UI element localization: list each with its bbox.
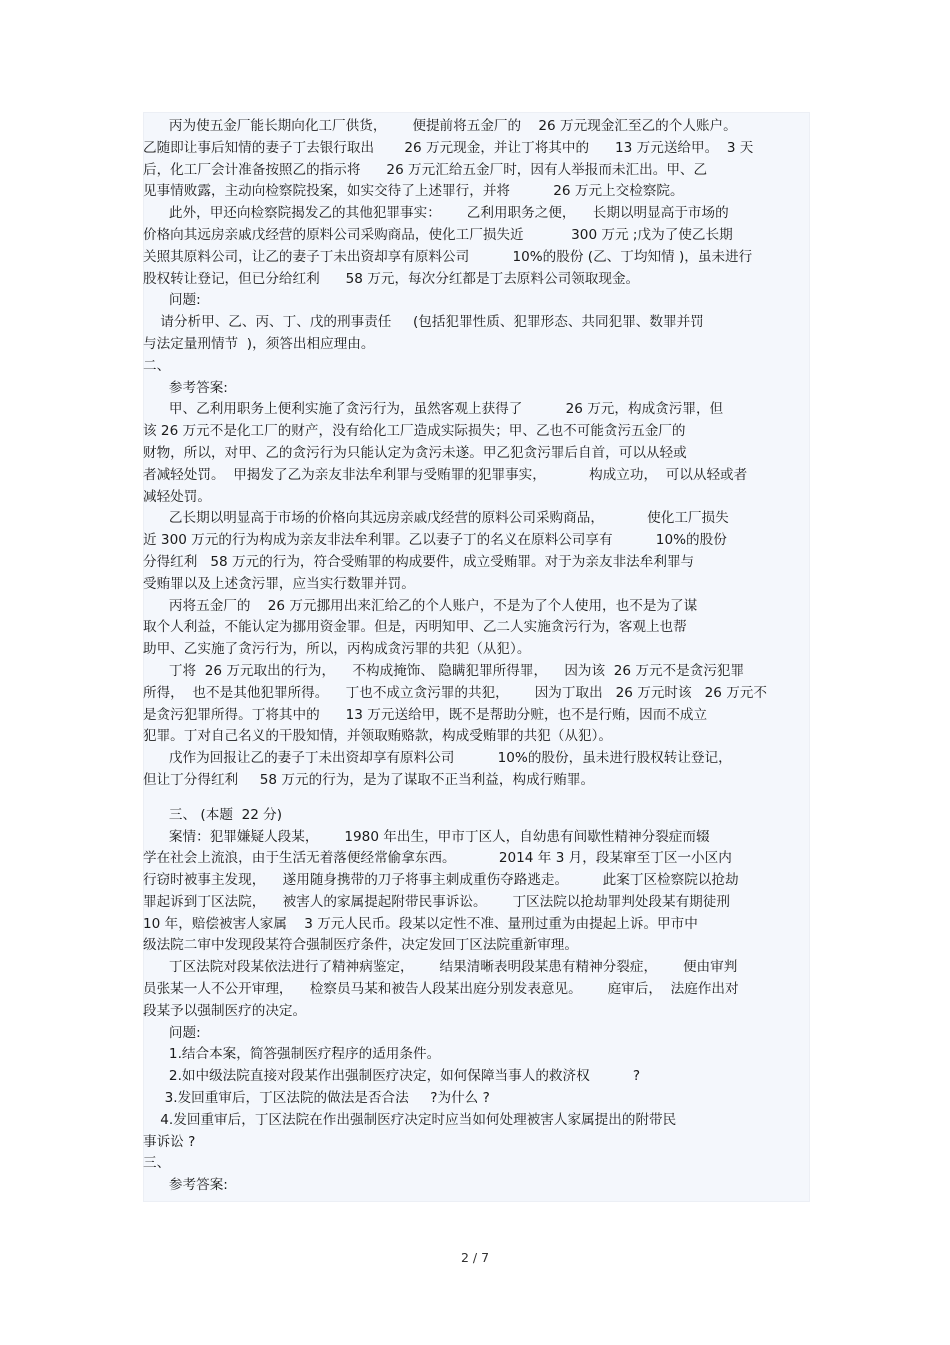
text-line: 4.发回重审后，丁区法院在作出强制医疗决定时应当如何处理被害人家属提出的附带民 [143,1111,677,1128]
text-line [143,792,815,805]
text-line: 罪起诉到丁区法院， 被害人的家属提起附带民事诉讼。 丁区法院以抢劫罪判处段某有期徒刑 [143,893,730,910]
text-line: 3.发回重审后，丁区法院的做法是否合法 ?为什么 ? [143,1090,490,1107]
text-line: 价格向其远房亲戚戊经营的原料公司采购商品，使化工厂损失近 300 万元 ;戊为了使乙长期 [143,226,733,243]
text-line: 1.结合本案，简答强制医疗程序的适用条件。 [143,1046,441,1063]
text-line: 丙将五金厂的 26 万元挪用出来汇给乙的个人账户，不是为了个人使用，也不是为了谋 [143,597,698,614]
document-body [143,116,815,1197]
text-line: 参考答案: [143,1177,228,1194]
text-line: 取个人利益，不能认定为挪用资金罪。但是，丙明知甲、乙二人实施贪污行为，客观上也帮 [143,619,687,636]
text-line: 受贿罪以及上述贪污罪，应当实行数罪并罚。 [143,575,415,592]
text-line: 助甲、乙实施了贪污行为，所以，丙构成贪污罪的共犯（从犯）。 [143,641,531,658]
text-line: 参考答案: [143,379,228,396]
text-line: 见事情败露，主动向检察院投案，如实交待了上述罪行，并将 26 万元上交检察院。 [143,183,684,200]
text-line: 三、 (本题 22 分) [143,806,283,823]
text-line: 行窃时被事主发现， 遂用随身携带的刀子将事主刺成重伤夺路逃走。 此案丁区检察院以抢劫 [143,872,739,889]
text-line: 戊作为回报让乙的妻子丁未出资却享有原料公司 10%的股份，虽未进行股权转让登记， [143,750,732,767]
text-line: 2.如中级法院直接对段某作出强制医疗决定，如何保障当事人的救济权 ? [143,1068,641,1085]
text-line: 乙长期以明显高于市场的价格向其远房亲戚戊经营的原料公司采购商品， 使化工厂损失 [143,510,729,527]
text-line: 近 300 万元的行为构成为亲友非法牟利罪。乙以妻子丁的名义在原料公司享有 10%的股份 [143,532,727,549]
text-line: 是贪污犯罪所得。丁将其中的 13 万元送给甲，既不是帮助分赃，也不是行贿，因而不成立 [143,706,708,723]
text-line: 但让丁分得红利 58 万元的行为，是为了谋取不正当利益，构成行贿罪。 [143,771,595,788]
text-line: 级法院二审中发现段某符合强制医疗条件，决定发回丁区法院重新审理。 [143,937,578,954]
text-line: 股权转让登记，但已分给红利 58 万元，每次分红都是丁去原料公司领取现金。 [143,270,640,287]
text-line: 者减轻处罚。 甲揭发了乙为亲友非法牟利罪与受贿罪的犯罪事实， 构成立功， 可以从轻或者 [143,466,748,483]
text-line: 请分析甲、乙、丙、丁、戊的刑事责任 (包括犯罪性质、犯罪形态、共同犯罪、数罪并罚 [143,314,704,331]
text-line: 与法定量刑情节 )，须答出相应理由。 [143,335,375,352]
text-line: 丙为使五金厂能长期向化工厂供货， 便提前将五金厂的 26 万元现金汇至乙的个人账户。 [143,118,737,134]
text-line: 所得， 也不是其他犯罪所得。 丁也不成立贪污罪的共犯， 因为丁取出 26 万元时该 26 万元不 [143,684,767,701]
text-line: 三、 [143,1155,171,1172]
text-line: 后，化工厂会计准备按照乙的指示将 26 万元汇给五金厂时，因有人举报而未汇出。甲、乙 [143,161,708,178]
text-line: 此外，甲还向检察院揭发乙的其他犯罪事实： 乙利用职务之便， 长期以明显高于市场的 [143,205,729,222]
text-line: 该 26 万元不是化工厂的财产，没有给化工厂造成实际损失；甲、乙也不可能贪污五金厂的 [143,423,686,440]
text-line: 丁将 26 万元取出的行为， 不构成掩饰、 隐瞒犯罪所得罪， 因为该 26 万元不是贪污犯罪 [143,662,745,679]
text-line: 丁区法院对段某依法进行了精神病鉴定， 结果清晰表明段某患有精神分裂症， 便由审判 [143,959,738,976]
text-line: 乙随即让事后知情的妻子丁去银行取出 26 万元现金，并让丁将其中的 13 万元送给甲。 3 天 [143,139,754,156]
text-line: 甲、乙利用职务上便利实施了贪污行为，虽然客观上获得了 26 万元，构成贪污罪，但 [143,401,724,418]
text-line: 犯罪。丁对自己名义的干股知情，并领取贿赂款，构成受贿罪的共犯（从犯）。 [143,728,612,745]
text-line: 案情：犯罪嫌疑人段某， 1980 年出生，甲市丁区人，自幼患有间歇性精神分裂症而辍 [143,828,710,845]
text-line: 10 年，赔偿被害人家属 3 万元人民币。段某以定性不准、量刑过重为由提起上诉。甲市中 [143,915,698,932]
text-line: 二、 [143,357,171,374]
text-line: 关照其原料公司，让乙的妻子丁未出资却享有原料公司 10%的股份 (乙、丁均知情 )，虽未进行 [143,248,753,265]
text-line: 段某予以强制医疗的决定。 [143,1002,307,1019]
text-line: 员张某一人不公开审理， 检察员马某和被告人段某出庭分别发表意见。 庭审后， 法庭作出对 [143,981,739,998]
text-line: 问题: [143,1024,201,1041]
text-line: 财物，所以，对甲、乙的贪污行为只能认定为贪污未遂。甲乙犯贪污罪后自首，可以从轻或 [143,444,687,461]
text-line: 问题: [143,292,201,309]
text-line: 减轻处罚。 [143,488,211,505]
text-line: 分得红利 58 万元的行为，符合受贿罪的构成要件，成立受贿罪。对于为亲友非法牟利罪与 [143,553,695,570]
text-line: 事诉讼 ? [143,1133,196,1150]
text-line: 学在社会上流浪，由于生活无着落便经常偷拿东西。 2014 年 3 月，段某窜至丁区一小区内 [143,850,732,867]
page-number: 2 / 7 [460,1250,490,1265]
